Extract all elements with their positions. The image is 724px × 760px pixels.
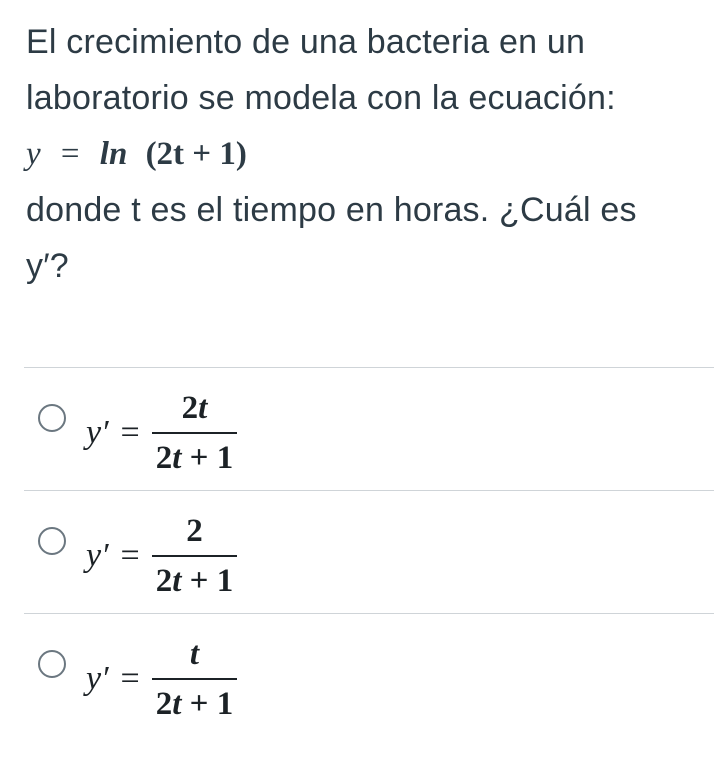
question-line-2: laboratorio se modela con la ecuación: bbox=[26, 79, 616, 117]
answer-option-3[interactable] bbox=[24, 636, 714, 760]
option-formula bbox=[86, 497, 237, 615]
option-lhs: y′ bbox=[86, 414, 109, 451]
option-equals: = bbox=[120, 537, 140, 574]
question-text bbox=[26, 14, 706, 294]
option-equals: = bbox=[120, 414, 140, 451]
equation-func: ln bbox=[99, 136, 128, 172]
numerator: t bbox=[189, 636, 200, 672]
radio-button[interactable] bbox=[38, 404, 66, 432]
equation-equals: = bbox=[60, 136, 80, 172]
divider bbox=[24, 613, 714, 614]
option-equals: = bbox=[120, 660, 140, 697]
option-lhs: y′ bbox=[86, 537, 109, 574]
answer-option-2[interactable] bbox=[24, 513, 714, 637]
answer-option-1[interactable] bbox=[24, 390, 714, 514]
equation bbox=[26, 126, 706, 182]
fraction bbox=[152, 388, 237, 478]
numerator: 2t bbox=[181, 390, 208, 426]
fraction bbox=[152, 634, 237, 724]
denominator: 2t + 1 bbox=[155, 686, 234, 722]
divider bbox=[24, 367, 714, 368]
option-lhs: y′ bbox=[86, 660, 109, 697]
option-formula bbox=[86, 620, 237, 738]
option-formula bbox=[86, 374, 237, 492]
denominator: 2t + 1 bbox=[155, 563, 234, 599]
radio-button[interactable] bbox=[38, 650, 66, 678]
numerator: 2 bbox=[186, 513, 203, 549]
equation-lhs: y bbox=[26, 136, 41, 172]
fraction bbox=[152, 511, 237, 601]
question-line-1: El crecimiento de una bacteria en un bbox=[26, 23, 586, 61]
question-line-4: y′? bbox=[26, 247, 69, 285]
denominator: 2t + 1 bbox=[155, 440, 234, 476]
equation-arg: (2t + 1) bbox=[145, 136, 247, 172]
radio-button[interactable] bbox=[38, 527, 66, 555]
divider bbox=[24, 490, 714, 491]
question-line-3: donde t es el tiempo en horas. ¿Cuál es bbox=[26, 191, 637, 229]
